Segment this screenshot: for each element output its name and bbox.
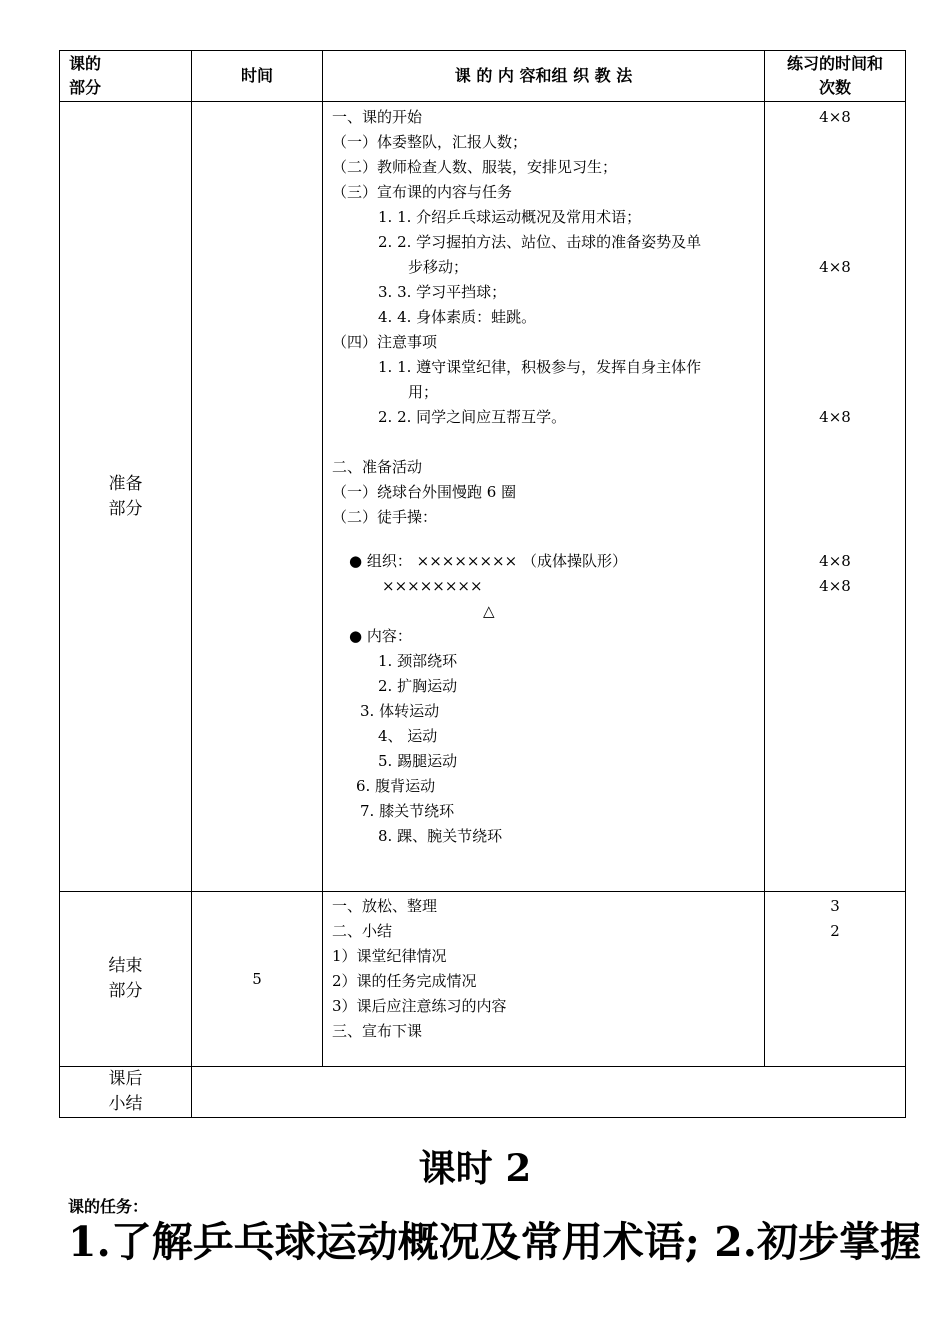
header-part-line1: 课的: [69, 54, 102, 73]
prep-reps-value: [765, 355, 905, 380]
prep-line: 用；: [408, 383, 439, 401]
lesson-plan-table: [59, 50, 906, 1118]
prep-line: 8. 踝、腕关节绕环: [378, 827, 503, 845]
prep-line: 一、课的开始: [332, 108, 423, 126]
prep-reps-value: [765, 430, 905, 455]
end-line: 三、宣布下课: [332, 1022, 423, 1040]
prep-reps-value: 4×8: [819, 577, 851, 595]
prep-reps-value: [765, 380, 905, 405]
prep-reps-value: 4×8: [819, 552, 851, 570]
prep-reps-value: [765, 230, 905, 255]
prep-line: 2. 2. 同学之间应互帮互学。: [378, 408, 567, 426]
after-summary-cell: [192, 1067, 906, 1118]
prep-line: ● 内容：: [349, 627, 412, 645]
prep-label-line1: 准备: [108, 473, 143, 494]
end-reps-cell: [765, 892, 906, 1067]
end-reps-value: 3: [830, 897, 840, 915]
prep-line: 5. 踢腿运动: [378, 752, 458, 770]
header-part-line2: 部分: [69, 78, 102, 97]
end-line: 3）课后应注意练习的内容: [332, 997, 507, 1015]
prep-line: （四）注意事项: [332, 333, 438, 351]
end-line: 1）课堂纪律情况: [332, 947, 447, 965]
after-row: [60, 1067, 906, 1118]
prep-line: 1. 颈部绕环: [378, 652, 458, 670]
prep-blank-line: [332, 430, 756, 455]
prep-line: 2. 2. 学习握拍方法、站位、击球的准备姿势及单: [378, 233, 702, 251]
prep-line: 4. 4. 身体素质：蛙跳。: [378, 308, 537, 326]
lesson2-task-label: 课的任务：: [68, 1197, 149, 1216]
after-label-line1: 课后: [108, 1069, 143, 1089]
prep-reps-value: [765, 305, 905, 330]
prep-part-cell: [60, 102, 192, 892]
prep-reps-value: 4×8: [819, 408, 851, 426]
prep-line: （一）绕球台外围慢跑 6 圈: [332, 483, 517, 501]
prep-line: 步移动；: [408, 258, 469, 276]
prep-line: ● 组织： ×××××××× （成体操队形）: [349, 552, 627, 570]
prep-row: [60, 102, 906, 892]
header-reps-line2: 次数: [818, 78, 851, 97]
header-time: 时间: [192, 51, 323, 102]
prep-line: 7. 膝关节绕环: [360, 802, 455, 820]
prep-line: （二）教师检查人数、服装，安排见习生；: [332, 158, 618, 176]
prep-line: 3. 体转运动: [360, 702, 440, 720]
prep-line: 二、准备活动: [332, 458, 423, 476]
after-label-line2: 小结: [108, 1094, 143, 1114]
after-part-cell: [60, 1067, 192, 1118]
prep-reps-value: 4×8: [819, 258, 851, 276]
lesson2-task-text: 1.了解乒乓球运动概况及常用术语; 2.初步掌握: [68, 1218, 922, 1266]
header-reps-line1: 练习的时间和: [786, 54, 883, 73]
prep-line: 1. 1. 介绍乒乓球运动概况及常用术语；: [378, 208, 642, 226]
end-line: 二、小结: [332, 922, 393, 940]
end-part-cell: [60, 892, 192, 1067]
prep-reps-cell: [765, 102, 906, 892]
prep-line: （二）徒手操：: [332, 508, 438, 526]
header-part: [60, 51, 192, 102]
prep-line: 3. 3. 学习平挡球；: [378, 283, 507, 301]
lesson2-title: 课时 2: [418, 1146, 532, 1190]
prep-blank-line: [332, 530, 756, 549]
header-reps: [765, 51, 906, 102]
prep-reps-value: [765, 155, 905, 180]
prep-line: （一）体委整队，汇报人数；: [332, 133, 528, 151]
prep-line: ××××××××: [382, 577, 483, 595]
end-time-cell: 5: [192, 892, 323, 1067]
prep-content-cell: [323, 102, 765, 892]
prep-label-line2: 部分: [108, 498, 143, 519]
prep-reps-value: [765, 330, 905, 355]
prep-reps-value: [765, 130, 905, 155]
end-reps-value: 2: [830, 922, 840, 940]
teacher-triangle-mark: △: [483, 602, 495, 620]
prep-line: 2. 扩胸运动: [378, 677, 458, 695]
prep-reps-value: [765, 205, 905, 230]
prep-reps-value: [765, 505, 905, 530]
prep-reps-value: [765, 455, 905, 480]
end-label-line2: 部分: [108, 981, 143, 1001]
prep-line: 6. 腹背运动: [356, 777, 436, 795]
prep-reps-value: [765, 280, 905, 305]
prep-time-cell: [192, 102, 323, 892]
prep-line: （三）宣布课的内容与任务: [332, 183, 513, 201]
end-line: 2）课的任务完成情况: [332, 972, 477, 990]
end-line: 一、放松、整理: [332, 897, 438, 915]
end-row: [60, 892, 906, 1067]
prep-line: 1. 1. 遵守课堂纪律，积极参与，发挥自身主体作: [378, 358, 702, 376]
header-content: 课 的 内 容和组 织 教 法: [323, 51, 765, 102]
prep-reps-value: 4×8: [819, 108, 851, 126]
prep-reps-value: [765, 480, 905, 505]
end-label-line1: 结束: [108, 956, 143, 976]
prep-reps-value: [765, 180, 905, 205]
header-row: [60, 51, 906, 102]
end-content-cell: [323, 892, 765, 1067]
prep-reps-value: [765, 530, 905, 549]
prep-line: 4、 运动: [378, 727, 438, 745]
